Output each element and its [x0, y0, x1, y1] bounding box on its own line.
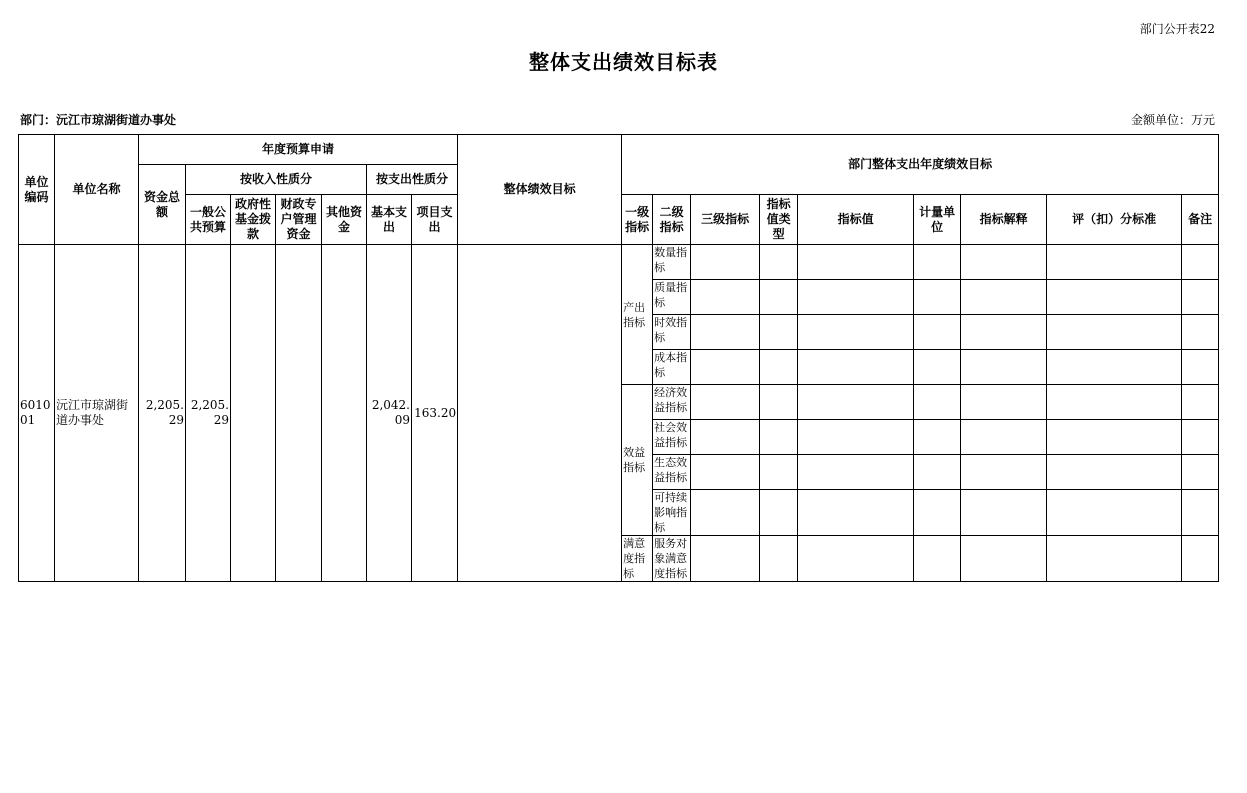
- empty-cell: [798, 280, 914, 315]
- empty-cell: [798, 420, 914, 455]
- level2-indicator: 时效指标: [653, 315, 691, 350]
- cell-unit-code: 601001: [19, 245, 55, 582]
- empty-cell: [961, 315, 1047, 350]
- empty-cell: [1182, 280, 1219, 315]
- header-dept-goal: 部门整体支出年度绩效目标: [622, 135, 1219, 195]
- empty-cell: [1047, 245, 1182, 280]
- header-other-fund: 其他资金: [322, 195, 367, 245]
- empty-cell: [1047, 455, 1182, 490]
- level2-indicator: 服务对象满意度指标: [653, 536, 691, 582]
- level1-satisfaction: 满意度指标: [622, 536, 653, 582]
- empty-cell: [1047, 420, 1182, 455]
- performance-table: [18, 134, 1219, 582]
- header-basic-expense: 基本支出: [367, 195, 412, 245]
- empty-cell: [691, 350, 760, 385]
- empty-cell: [760, 536, 798, 582]
- empty-cell: [1182, 350, 1219, 385]
- empty-cell: [691, 455, 760, 490]
- header-indicator-value: 指标值: [798, 195, 914, 245]
- empty-cell: [1047, 536, 1182, 582]
- amount-unit: 金额单位：万元: [1130, 113, 1215, 127]
- empty-cell: [914, 420, 961, 455]
- empty-cell: [1047, 280, 1182, 315]
- header-project-expense: 项目支出: [412, 195, 458, 245]
- empty-cell: [798, 385, 914, 420]
- header-special-fund: 财政专户管理资金: [276, 195, 322, 245]
- empty-cell: [798, 490, 914, 536]
- level2-indicator: 经济效益指标: [653, 385, 691, 420]
- empty-cell: [914, 315, 961, 350]
- cell-general-budget: 2,205.29: [186, 245, 231, 582]
- header-unit-name: 单位名称: [55, 135, 139, 245]
- cell-total-funds: 2,205.29: [139, 245, 186, 582]
- empty-cell: [691, 315, 760, 350]
- level1-output: 产出指标: [622, 245, 653, 385]
- cell-unit-name: 沅江市琼湖街道办事处: [55, 245, 139, 582]
- empty-cell: [961, 385, 1047, 420]
- cell-basic-expense: 2,042.09: [367, 245, 412, 582]
- empty-cell: [914, 490, 961, 536]
- cell-other-fund: [322, 245, 367, 582]
- empty-cell: [691, 280, 760, 315]
- empty-cell: [1047, 315, 1182, 350]
- empty-cell: [914, 350, 961, 385]
- header-gov-fund: 政府性基金拨款: [231, 195, 276, 245]
- empty-cell: [1182, 385, 1219, 420]
- empty-cell: [961, 455, 1047, 490]
- header-level1: 一级指标: [622, 195, 653, 245]
- empty-cell: [914, 385, 961, 420]
- empty-cell: [1047, 490, 1182, 536]
- header-value-type: 指标值类型: [760, 195, 798, 245]
- empty-cell: [691, 245, 760, 280]
- empty-cell: [760, 420, 798, 455]
- level2-indicator: 成本指标: [653, 350, 691, 385]
- empty-cell: [914, 455, 961, 490]
- level2-indicator: 生态效益指标: [653, 455, 691, 490]
- empty-cell: [961, 490, 1047, 536]
- empty-cell: [798, 315, 914, 350]
- cell-gov-fund: [231, 245, 276, 582]
- header-scoring: 评（扣）分标准: [1047, 195, 1182, 245]
- empty-cell: [798, 455, 914, 490]
- empty-cell: [691, 536, 760, 582]
- header-measure-unit: 计量单位: [914, 195, 961, 245]
- header-explanation: 指标解释: [961, 195, 1047, 245]
- header-total-funds: 资金总额: [139, 165, 186, 245]
- level2-indicator: 社会效益指标: [653, 420, 691, 455]
- department-label: 部门：沅江市琼湖街道办事处: [20, 113, 177, 127]
- cell-project-expense: 163.20: [412, 245, 458, 582]
- header-level2: 二级指标: [653, 195, 691, 245]
- empty-cell: [798, 350, 914, 385]
- form-number: 部门公开表22: [1139, 22, 1215, 36]
- level2-indicator: 质量指标: [653, 280, 691, 315]
- empty-cell: [961, 245, 1047, 280]
- level2-indicator: 可持续影响指标: [653, 490, 691, 536]
- empty-cell: [760, 245, 798, 280]
- header-general-budget: 一般公共预算: [186, 195, 231, 245]
- empty-cell: [1047, 385, 1182, 420]
- empty-cell: [760, 280, 798, 315]
- header-unit-code: 单位编码: [19, 135, 55, 245]
- empty-cell: [1047, 350, 1182, 385]
- empty-cell: [961, 280, 1047, 315]
- empty-cell: [914, 280, 961, 315]
- cell-overall-goal: [458, 245, 622, 582]
- empty-cell: [691, 490, 760, 536]
- empty-cell: [961, 536, 1047, 582]
- empty-cell: [1182, 315, 1219, 350]
- empty-cell: [1182, 245, 1219, 280]
- header-by-expense: 按支出性质分: [367, 165, 458, 195]
- empty-cell: [914, 245, 961, 280]
- level2-indicator: 数量指标: [653, 245, 691, 280]
- empty-cell: [1182, 490, 1219, 536]
- empty-cell: [1182, 455, 1219, 490]
- empty-cell: [961, 350, 1047, 385]
- header-annual-budget: 年度预算申请: [139, 135, 458, 165]
- empty-cell: [914, 536, 961, 582]
- cell-special-fund: [276, 245, 322, 582]
- empty-cell: [798, 536, 914, 582]
- empty-cell: [691, 420, 760, 455]
- empty-cell: [1182, 536, 1219, 582]
- header-overall-goal: 整体绩效目标: [458, 135, 622, 245]
- empty-cell: [798, 245, 914, 280]
- empty-cell: [1182, 420, 1219, 455]
- empty-cell: [760, 350, 798, 385]
- empty-cell: [760, 385, 798, 420]
- empty-cell: [760, 490, 798, 536]
- empty-cell: [760, 315, 798, 350]
- header-level3: 三级指标: [691, 195, 760, 245]
- empty-cell: [691, 385, 760, 420]
- header-by-income: 按收入性质分: [186, 165, 367, 195]
- page-title: 整体支出绩效目标表: [529, 50, 718, 74]
- header-remark: 备注: [1182, 195, 1219, 245]
- level1-benefit: 效益指标: [622, 385, 653, 536]
- empty-cell: [760, 455, 798, 490]
- empty-cell: [961, 420, 1047, 455]
